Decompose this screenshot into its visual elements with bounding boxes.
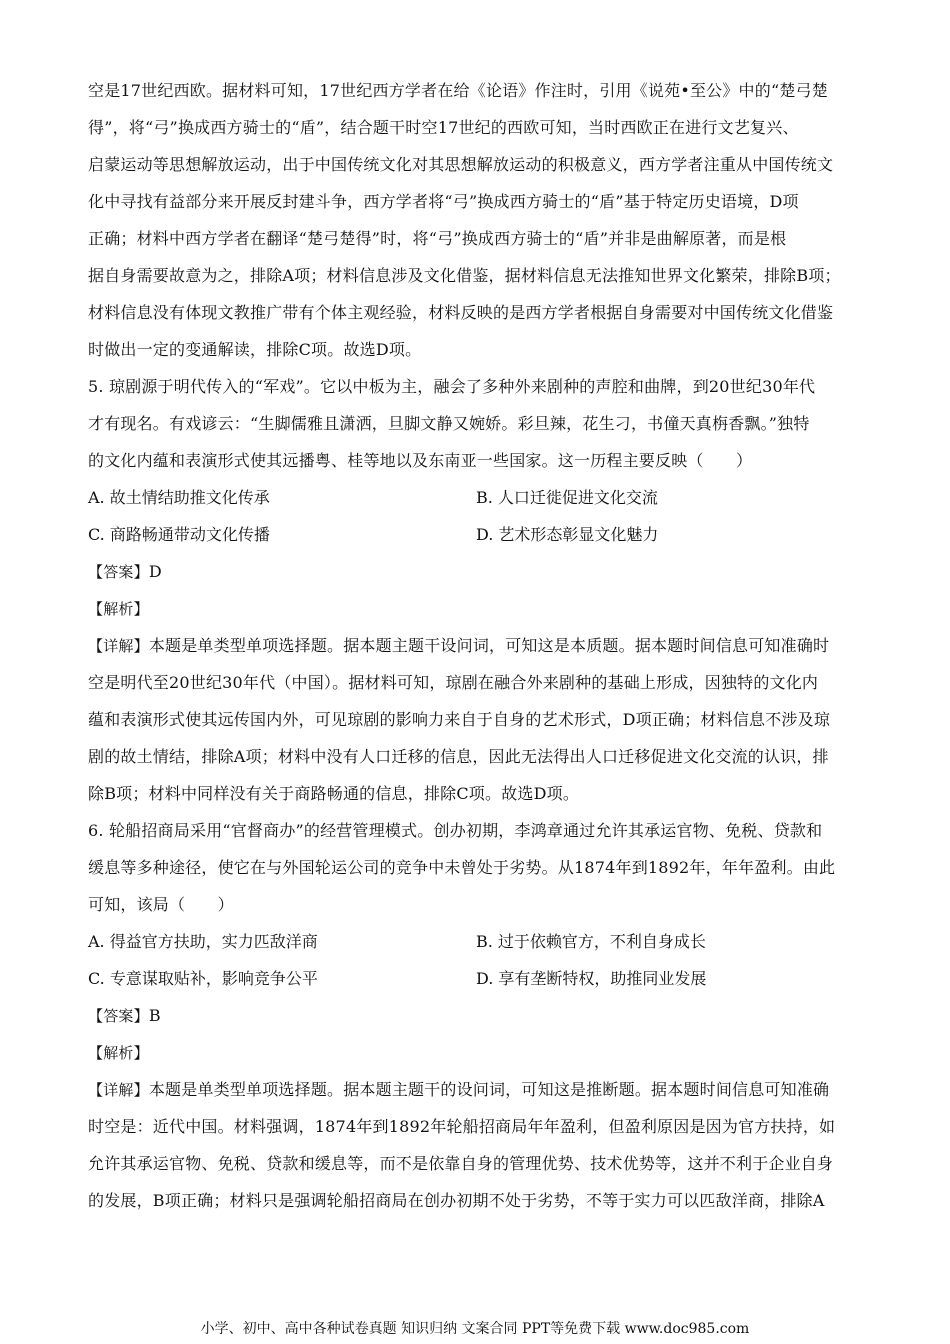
options-row [88, 479, 868, 516]
document-page [88, 72, 868, 1219]
question-stem-line: 可知，该局（ ） [88, 895, 234, 914]
option-b: B. 过于依赖官方，不利自身成长 [476, 932, 706, 951]
analysis-line [88, 1034, 868, 1071]
question-stem-line: 的文化内蕴和表演形式使其远播粤、桂等地以及东南亚一些国家。这一历程主要反映（ ） [88, 451, 753, 470]
question-5 [88, 368, 868, 812]
text-line: 允许其承运官物、免税、贷款和缓息等，而不是依靠自身的管理优势、技术优势等，这并不利于企业自身 [88, 1154, 834, 1173]
options-row [88, 516, 868, 553]
detail-line [88, 627, 868, 664]
text-line: 除B项；材料中同样没有关于商路畅通的信息，排除C项。故选D项。 [88, 784, 580, 803]
option-c: C. 专意谋取贴补，影响竞争公平 [88, 969, 318, 988]
intro-analysis [88, 72, 868, 368]
text-line: 的发展，B项正确；材料只是强调轮船招商局在创办初期不处于劣势，不等于实力可以匹敌洋商，排除A [88, 1191, 825, 1210]
option-d: D. 艺术形态彰显文化魅力 [476, 525, 659, 544]
question-stem-line: 缓息等多种途径，使它在与外国轮运公司的竞争中未曾处于劣势。从1874年到1892年，年年盈利。由此 [88, 858, 836, 877]
text-line: 空是17世纪西欧。据材料可知，17世纪西方学者在给《论语》作注时，引用《说苑•至公》中的“楚弓楚 [88, 81, 828, 100]
text-line: 得”，将“弓”换成西方骑士的“盾”，结合题干时空17世纪的西欧可知，当时西欧正在进行文艺复兴、 [88, 118, 799, 137]
analysis-tag: 【解析】 [88, 600, 149, 618]
answer-tag: 【答案】 [88, 563, 149, 581]
answer-line [88, 997, 868, 1034]
answer-tag: 【答案】 [88, 1007, 149, 1025]
detail-tag: 【详解】 [88, 1081, 149, 1099]
option-d: D. 享有垄断特权，助推同业发展 [476, 969, 707, 988]
page-footer: 小学、初中、高中各种试卷真题 知识归纳 文案合同 PPT等免费下载 www.doc985.com [200, 1321, 750, 1337]
text-line: 时做出一定的变通解读，排除C项。故选D项。 [88, 340, 422, 359]
detail-text: 本题是单类型单项选择题。据本题主题干设问词，可知这是本质题。据本题时间信息可知准确时 [148, 636, 830, 655]
text-line: 材料信息没有体现文教推广带有个体主观经验，材料反映的是西方学者根据自身需要对中国传统文化借鉴 [88, 303, 834, 322]
analysis-line [88, 590, 868, 627]
question-6 [88, 812, 868, 1219]
text-line: 空是明代至20世纪30年代（中国）。据材料可知，琼剧在融合外来剧种的基础上形成，因独特的文化内 [88, 673, 819, 692]
question-stem-line: 6. 轮船招商局采用“官督商办”的经营管理模式。创办初期，李鸿章通过允许其承运官物、免税、贷款和 [88, 821, 823, 840]
text-line: 蕴和表演形式使其远传国内外，可见琼剧的影响力来自于自身的艺术形式，D项正确；材料信息不涉及琼 [88, 710, 831, 729]
analysis-tag: 【解析】 [88, 1044, 149, 1062]
answer-value: D [148, 562, 162, 581]
options-row [88, 923, 868, 960]
answer-value: B [148, 1006, 161, 1025]
text-line: 正确；材料中西方学者在翻译“楚弓楚得”时，将“弓”换成西方骑士的“盾”并非是曲解原著，而是根 [88, 229, 787, 248]
options-row [88, 960, 868, 997]
text-line: 时空是：近代中国。材料强调，1874年到1892年轮船招商局年年盈利，但盈利原因是因为官方扶持，如 [88, 1117, 836, 1136]
text-line: 化中寻找有益部分来开展反封建斗争，西方学者将“弓”换成西方骑士的“盾”基于特定历史语境，D项 [88, 192, 799, 211]
question-stem-line: 才有现名。有戏谚云：“生脚儒雅且潇洒，旦脚文静又婉娇。彩旦辣，花生刁，书僮天真栴香飘。”独特 [88, 414, 810, 433]
question-stem-line: 5. 琼剧源于明代传入的“军戏”。它以中板为主，融会了多种外来剧种的声腔和曲牌，到20世纪30年代 [88, 377, 816, 396]
text-line: 据自身需要故意为之，排除A项；材料信息涉及文化借鉴，据材料信息无法推知世界文化繁荣，排除B项； [88, 266, 841, 285]
detail-text: 本题是单类型单项选择题。据本题主题干的设问词，可知这是推断题。据本题时间信息可知准确 [148, 1080, 830, 1099]
answer-line [88, 553, 868, 590]
option-a: A. 得益官方扶助，实力匹敌洋商 [88, 932, 318, 951]
detail-tag: 【详解】 [88, 637, 149, 655]
option-c: C. 商路畅通带动文化传播 [88, 525, 270, 544]
text-line: 剧的故土情结，排除A项；材料中没有人口迁移的信息，因此无法得出人口迁移促进文化交流的认识，排 [88, 747, 829, 766]
option-a: A. 故土情结助推文化传承 [88, 488, 270, 507]
option-b: B. 人口迁徙促进文化交流 [476, 488, 658, 507]
text-line: 启蒙运动等思想解放运动，出于中国传统文化对其思想解放运动的积极意义，西方学者注重从中国传统文 [88, 155, 834, 174]
detail-line [88, 1071, 868, 1108]
